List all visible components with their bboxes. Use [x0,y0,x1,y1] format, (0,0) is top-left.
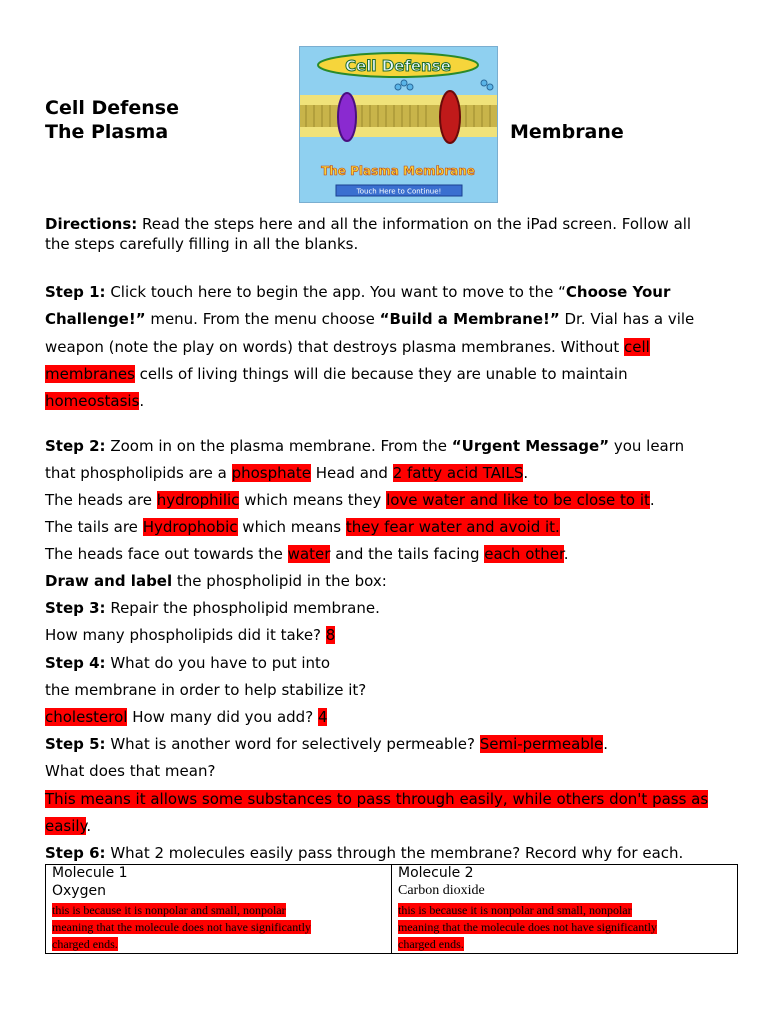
step3-text: How many phospholipids did it take? [45,626,326,644]
answer-highlight: homeostasis [45,392,140,410]
directions-label: Directions: [45,215,138,233]
step5-label: Step 5: [45,735,106,753]
title-line-1: Cell Defense [45,97,180,119]
answer-highlight: easily [45,817,87,835]
step2-bold: “Urgent Message” [451,437,610,455]
answer-highlight: meaning that the molecule does not have significantly [398,920,657,934]
step2-line-4 [45,514,560,541]
step2-text: . [649,491,655,509]
answer-highlight: this is because it is nonpolar and small, nonpolar [52,903,286,917]
step5-text: . [603,735,609,753]
step1-line-2 [45,306,694,333]
step1-line-5 [45,388,144,415]
step1-label: Step 1: [45,283,106,301]
step2-text: which means [237,518,346,536]
step1-text: Click touch here to begin the app. You want to move to the “ [105,283,566,301]
step6-line-1 [45,840,683,867]
answer-highlight: charged ends. [52,937,118,951]
step2-line-2 [45,460,528,487]
molecule-1-reason [52,902,385,953]
step5-text: . [86,817,92,835]
step6-label: Step 6: [45,844,106,862]
step5-line-3 [45,786,708,813]
directions-line-2: the steps carefully filling in all the blanks. [45,235,359,253]
molecule-table [45,864,738,954]
step2-bold: Draw and label [45,572,173,590]
step2-text: The tails are [45,518,143,536]
molecule-2-cell [392,865,737,953]
step2-text: The heads face out towards the [45,545,288,563]
answer-highlight: cell [623,338,650,356]
step4-line-3 [45,704,327,731]
answer-highlight: each other [484,545,564,563]
answer-highlight: meaning that the molecule does not have significantly [52,920,311,934]
answer-highlight: this is because it is nonpolar and small, nonpolar [398,903,632,917]
answer-highlight: 8 [325,626,336,644]
step2-line-1 [45,433,684,460]
step1-text: weapon (note the play on words) that destroys plasma membranes. Without [45,338,624,356]
molecule-1-cell [46,865,392,953]
molecule-1-header: Molecule 1 [52,865,128,881]
step2-text: . [563,545,569,563]
step2-text: . [523,464,529,482]
step2-text: The heads are [45,491,157,509]
step1-text: cells of living things will die because they are unable to maintain [134,365,628,383]
molecule-1-name: Oxygen [52,883,106,899]
answer-highlight: they fear water and avoid it. [345,518,560,536]
step5-text: What is another word for selectively permeable? [105,735,480,753]
answer-highlight: love water and like to be close to it [386,491,650,509]
answer-highlight: hydrophilic [156,491,240,509]
step5-line-2: What does that mean? [45,762,216,780]
cell-defense-cover-image [299,46,498,203]
step4-label: Step 4: [45,654,106,672]
step2-line-5 [45,541,569,568]
step3-label: Step 3: [45,599,106,617]
molecule-2-header: Molecule 2 [398,865,474,881]
step5-line-4 [45,813,91,840]
directions-text-1: Read the steps here and all the information on the iPad screen. Follow all [137,215,692,233]
step2-text: Zoom in on the plasma membrane. From the [105,437,452,455]
step5-line-1 [45,731,608,758]
step2-line-6 [45,568,387,595]
step3-line-2 [45,622,335,649]
molecule-2-reason [398,902,731,953]
answer-highlight: water [287,545,331,563]
cover-title: Cell Defense [345,57,451,75]
step1-line-4 [45,361,628,388]
answer-highlight: charged ends. [398,937,464,951]
answer-highlight: 4 [317,708,328,726]
title-line-2: The Plasma [45,121,169,143]
answer-highlight: membranes [45,365,135,383]
step1-bold: Challenge!” [45,310,146,328]
step1-bold: Choose Your [565,283,671,301]
step2-text: you learn [609,437,685,455]
answer-highlight: phosphate [231,464,311,482]
answer-highlight: 2 fatty acid TAILS [392,464,524,482]
step2-text: Head and [310,464,393,482]
answer-highlight: Semi-permeable [479,735,604,753]
step1-line-1 [45,279,670,306]
step4-line-1 [45,650,330,677]
step2-text: which means they [239,491,387,509]
answer-highlight: cholesterol [45,708,128,726]
step2-text: and the tails facing [330,545,485,563]
molecule-2-name: Carbon dioxide [398,883,485,898]
title-membrane: Membrane [510,121,624,143]
step4-line-2: the membrane in order to help stabilize it? [45,681,367,699]
step2-line-3 [45,487,655,514]
step2-label: Step 2: [45,437,106,455]
step4-text: What do you have to put into [105,654,331,672]
step2-text: the phospholipid in the box: [172,572,387,590]
cover-subtitle: The Plasma Membrane [321,164,475,178]
step1-bold: “Build a Membrane!” [379,310,560,328]
step1-text: Dr. Vial has a vile [559,310,695,328]
step1-text: menu. From the menu choose [145,310,380,328]
step2-text: that phospholipids are a [45,464,232,482]
step4-text: How many did you add? [127,708,318,726]
step1-text: . [139,392,145,410]
step1-line-3 [45,334,650,361]
answer-highlight: Hydrophobic [142,518,238,536]
continue-button-label: Touch Here to Continue! [356,187,442,196]
answer-highlight: This means it allows some substances to pass through easily, while others don't pass as [45,790,709,808]
step3-text: Repair the phospholipid membrane. [105,599,380,617]
step6-text: What 2 molecules easily pass through the membrane? Record why for each. [105,844,684,862]
step3-line-1 [45,595,380,622]
